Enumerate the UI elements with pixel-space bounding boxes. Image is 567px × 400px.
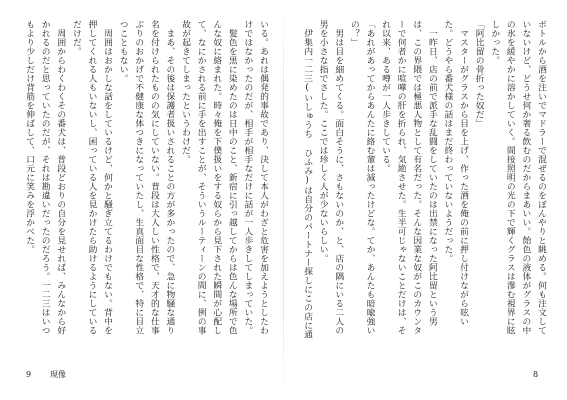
paragraph: 周囲はおかしな話をしているけど、何かと騒ぎ立てるわけでもない。背中を押してくれる人もいないし、困っている人を見かけたら助けるようにしているだけだ。 (70, 20, 113, 335)
paragraph: まあ、その後は保護者扱いされることの方が多かったので、急に物騒な通り名を付けられたものの気にしていない。普段は大人しい性格で、天才的な仕事ぶりのおかげで不健康な体つきになっていたし、生真面目な性格で、特に目立つこともない。 (117, 20, 175, 335)
paragraph: 髪色を黒に染めたのは日中のこと、新宿に引っ越してからは色んな場所で色んな奴に絡まれた。時々俺を下僕扱いをする奴らから見下された瞬間が心配して、なにかされる前に手を出すことが、そういうルーティーンの間に、例の事故が起きてしまったというわけだ。 (180, 20, 237, 335)
left-page-text (24, 20, 270, 342)
dialogue-line: 「あれがあってからあんたに絡む輩は減ったけどな。てか、あんたも暗喩強いの？」 (348, 20, 375, 335)
running-head: 現像 (50, 370, 66, 379)
paragraph: いる。あれは偶発的事故であり、決して本人がわざと危害を加えようとしたわけではなかったのだが、相手が相手なだけに話が一人歩きしてしまっていた。 (242, 20, 268, 335)
page-number-right: 8 (533, 370, 539, 379)
right-page-text (300, 20, 548, 342)
paragraph: 一昨日、店の前で派手な乱闘をしていたのは出禁になった阿比留という男は、この界隈では極悪人物として有名だった。そんな因業な奴がこのカウンターで何者かに喧嘩の肝を折られ、気絶させた。生半可じゃないことだけは、それ以来、ある噂が一人歩きしている。 (380, 20, 437, 335)
dialogue-line: 「阿比留の骨折った奴だ」 (473, 20, 484, 128)
paragraph: 伊集内一二三(いしゅうち ひふみ)は自分のパートナー探しにこの店に通 (302, 28, 313, 339)
paragraph: マスターがグラスから目を上げ、作った酒を俺の前に押し付けながら呟いた。どうやら番犬様の話はまだ終わっていないようだった。 (442, 20, 469, 326)
paragraph: 男は目を細めてくる。面白そうに、さもないのか、と、店の隅にいる二人の男を小さな指でさした。ここでは珍しく人が少ないらしい。 (317, 20, 344, 335)
book-gutter (283, 0, 284, 400)
paragraph: ボトルから酒を注いでマドラーで混ぜるのをぼんやりと眺める。何も注文していないけど、どうせ何か奢る飲むのだからまあいい。飴色の液体がグラスの中の氷を緩やかに溶かしていく。間接照明の光の下で輝くグラスは滲む視界に眩しかった。 (489, 20, 546, 335)
paragraph: 周囲からわくわくその番犬は、普段どおりの自分を見せれば、みんなから好かれるのだと思っていたのだが、それは勘違いだったのだろう。一二三はいつもより少しだけ背筋を伸ばして、口元に笑みを浮かべた。 (24, 20, 66, 335)
page-number-left: 9 (26, 370, 32, 379)
